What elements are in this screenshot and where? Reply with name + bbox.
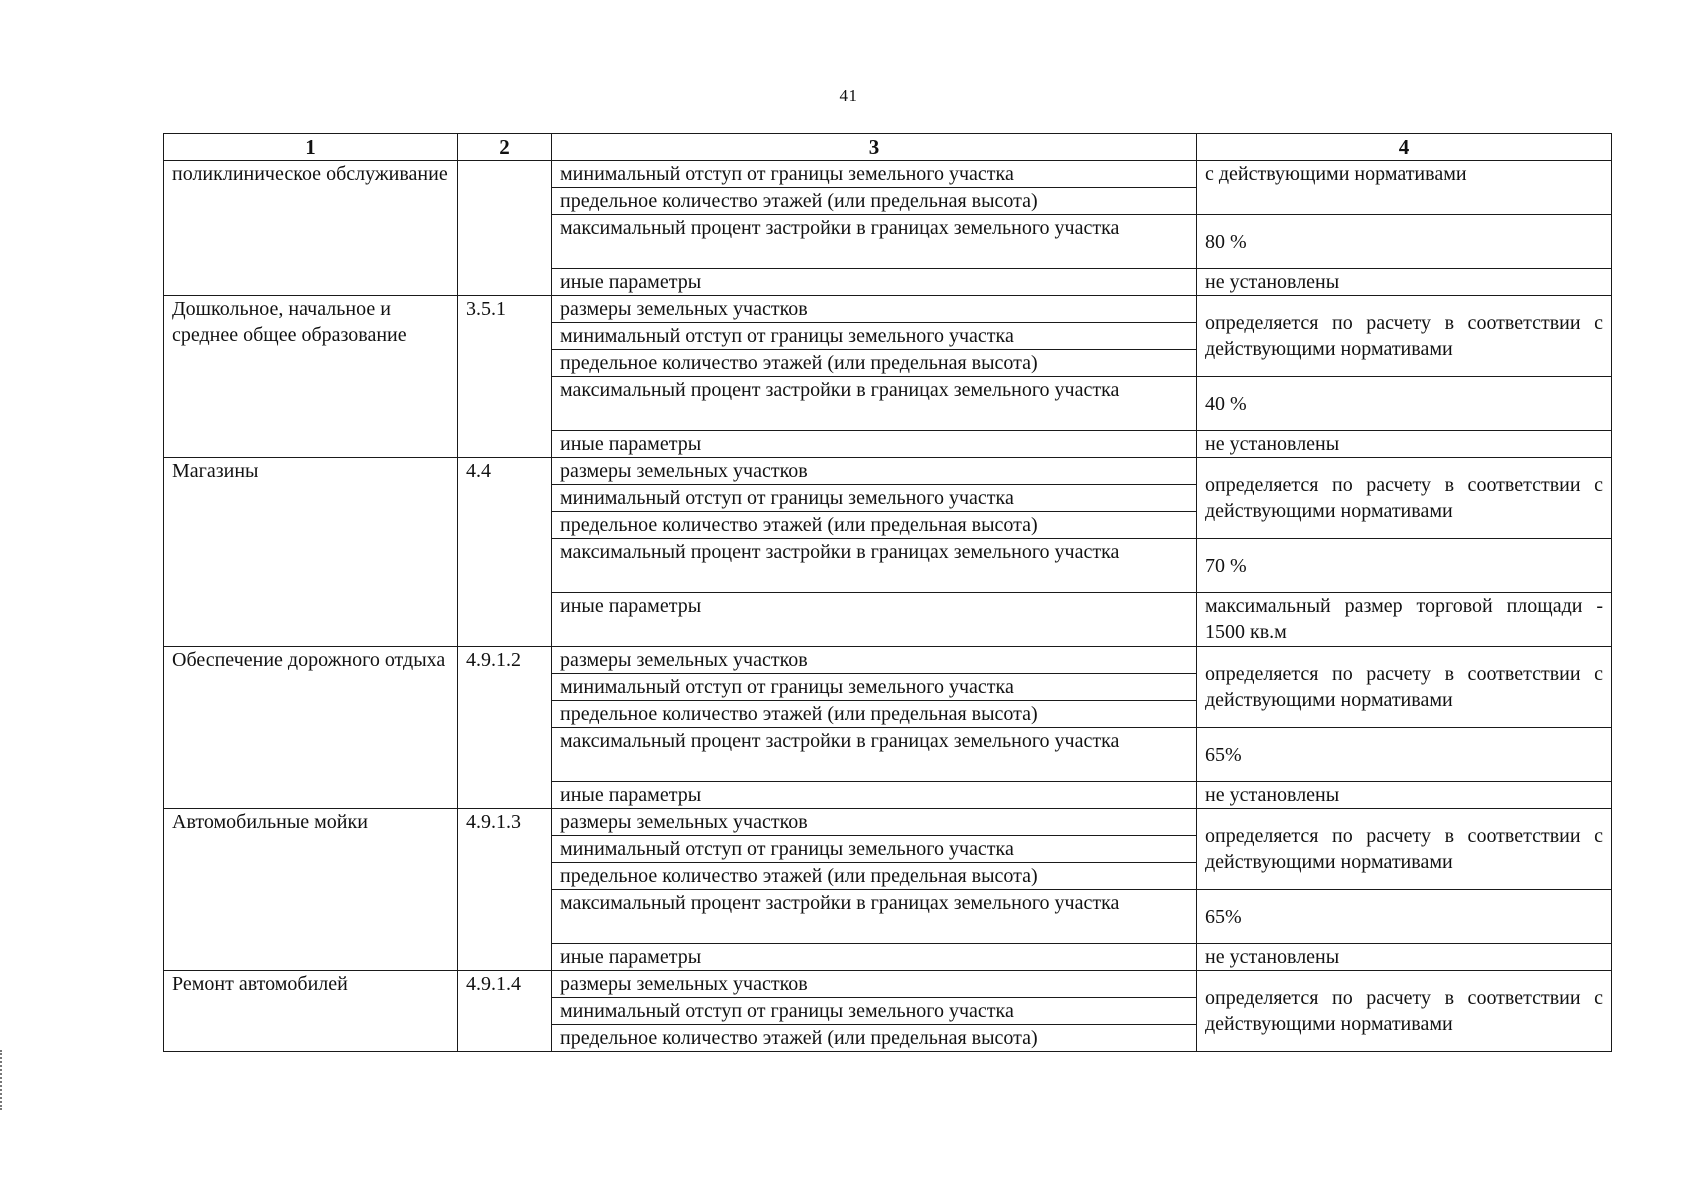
parameter-name: иные параметры bbox=[552, 593, 1197, 647]
table-row bbox=[164, 809, 1612, 836]
table-row bbox=[164, 647, 1612, 674]
parameter-name: предельное количество этажей (или предельная высота) bbox=[552, 863, 1197, 890]
parameter-value-other: не установлены bbox=[1197, 431, 1612, 458]
parameter-name: предельное количество этажей (или предельная высота) bbox=[552, 701, 1197, 728]
parameter-value-other: не установлены bbox=[1197, 269, 1612, 296]
table-row bbox=[164, 458, 1612, 485]
parameter-name: минимальный отступ от границы земельного участка bbox=[552, 674, 1197, 701]
use-type-code bbox=[458, 161, 552, 296]
table-row bbox=[164, 296, 1612, 323]
parameter-value-norm: с действующими нормативами bbox=[1197, 161, 1612, 215]
column-header-1: 1 bbox=[164, 134, 458, 161]
parameter-name: размеры земельных участков bbox=[552, 647, 1197, 674]
parameter-value-other: не установлены bbox=[1197, 944, 1612, 971]
table-header-row bbox=[164, 134, 1612, 161]
parameter-name: размеры земельных участков bbox=[552, 971, 1197, 998]
use-type-code: 3.5.1 bbox=[458, 296, 552, 458]
parameter-name: минимальный отступ от границы земельного участка bbox=[552, 161, 1197, 188]
page-number: 41 bbox=[839, 86, 858, 105]
table-row bbox=[164, 161, 1612, 188]
parameter-name: предельное количество этажей (или предельная высота) bbox=[552, 188, 1197, 215]
parameter-value-norm: определяется по расчету в соответствии с действующими нормативами bbox=[1197, 647, 1612, 728]
parameter-value-norm: определяется по расчету в соответствии с действующими нормативами bbox=[1197, 296, 1612, 377]
parameter-name: иные параметры bbox=[552, 944, 1197, 971]
use-type-code: 4.4 bbox=[458, 458, 552, 647]
column-header-2: 2 bbox=[458, 134, 552, 161]
table-row bbox=[164, 971, 1612, 998]
parameter-value-other: не установлены bbox=[1197, 782, 1612, 809]
parameter-name: максимальный процент застройки в границах земельного участка bbox=[552, 215, 1197, 269]
use-type-name: Обеспечение дорожного отдыха bbox=[164, 647, 458, 809]
use-type-code: 4.9.1.2 bbox=[458, 647, 552, 809]
parameter-name: размеры земельных участков bbox=[552, 296, 1197, 323]
parameter-name: максимальный процент застройки в границах земельного участка bbox=[552, 890, 1197, 944]
parameter-name: минимальный отступ от границы земельного участка bbox=[552, 323, 1197, 350]
use-type-name: Магазины bbox=[164, 458, 458, 647]
scan-edge-marks bbox=[0, 1050, 5, 1110]
parameter-name: максимальный процент застройки в границах земельного участка bbox=[552, 377, 1197, 431]
parameter-value-other: максимальный размер торговой площади - 1500 кв.м bbox=[1197, 593, 1612, 647]
use-type-name: Дошкольное, начальное и среднее общее образование bbox=[164, 296, 458, 458]
use-type-code: 4.9.1.3 bbox=[458, 809, 552, 971]
parameter-name: минимальный отступ от границы земельного участка bbox=[552, 836, 1197, 863]
parameter-value-percent: 40 % bbox=[1197, 377, 1612, 431]
parameter-name: предельное количество этажей (или предельная высота) bbox=[552, 1025, 1197, 1052]
parameter-value-percent: 65% bbox=[1197, 890, 1612, 944]
parameter-value-norm: определяется по расчету в соответствии с действующими нормативами bbox=[1197, 809, 1612, 890]
parameter-name: предельное количество этажей (или предельная высота) bbox=[552, 350, 1197, 377]
parameter-name: минимальный отступ от границы земельного участка bbox=[552, 998, 1197, 1025]
parameter-name: иные параметры bbox=[552, 431, 1197, 458]
parameter-name: размеры земельных участков bbox=[552, 809, 1197, 836]
parameter-name: максимальный процент застройки в границах земельного участка bbox=[552, 539, 1197, 593]
column-header-3: 3 bbox=[552, 134, 1197, 161]
use-type-name: Автомобильные мойки bbox=[164, 809, 458, 971]
parameter-value-percent: 70 % bbox=[1197, 539, 1612, 593]
parameter-name: максимальный процент застройки в границах земельного участка bbox=[552, 728, 1197, 782]
land-use-parameters-table bbox=[163, 133, 1612, 1052]
use-type-name: поликлиническое обслуживание bbox=[164, 161, 458, 296]
parameter-value-norm: определяется по расчету в соответствии с действующими нормативами bbox=[1197, 458, 1612, 539]
parameter-name: предельное количество этажей (или предельная высота) bbox=[552, 512, 1197, 539]
parameter-name: минимальный отступ от границы земельного участка bbox=[552, 485, 1197, 512]
column-header-4: 4 bbox=[1197, 134, 1612, 161]
parameter-value-norm: определяется по расчету в соответствии с действующими нормативами bbox=[1197, 971, 1612, 1052]
parameter-name: иные параметры bbox=[552, 782, 1197, 809]
parameter-value-percent: 80 % bbox=[1197, 215, 1612, 269]
parameter-name: иные параметры bbox=[552, 269, 1197, 296]
use-type-name: Ремонт автомобилей bbox=[164, 971, 458, 1052]
parameter-value-percent: 65% bbox=[1197, 728, 1612, 782]
use-type-code: 4.9.1.4 bbox=[458, 971, 552, 1052]
parameter-name: размеры земельных участков bbox=[552, 458, 1197, 485]
